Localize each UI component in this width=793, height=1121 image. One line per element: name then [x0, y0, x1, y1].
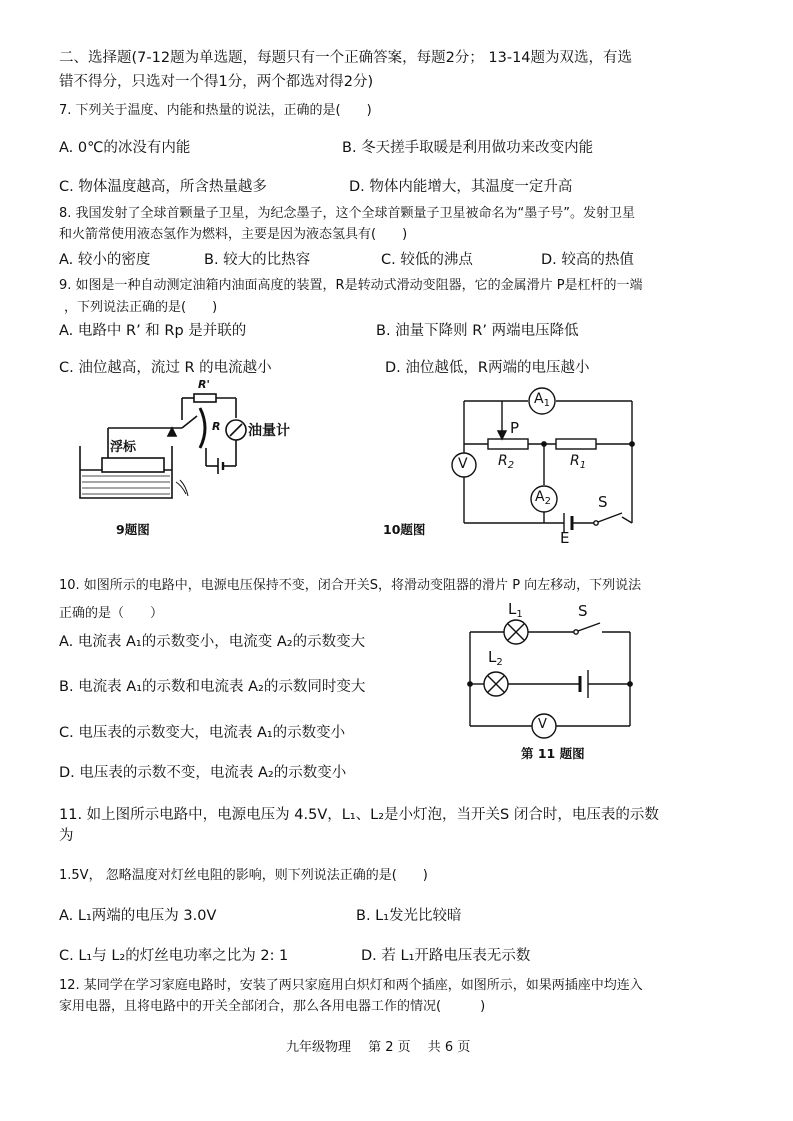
q11-option-d: D. 若 L₁开路电压表无示数 — [361, 948, 531, 964]
fig10-s-label: S — [598, 493, 608, 511]
q11-option-a: A. L₁两端的电压为 3.0V — [59, 908, 217, 924]
q7-stem: 7. 下列关于温度、内能和热量的说法，正确的是( ) — [59, 103, 372, 118]
fig9-r-label: R — [212, 420, 221, 433]
q7-option-a: A. 0℃的冰没有内能 — [59, 140, 191, 156]
q8-stem-line2: 和火箭常使用液态氢作为燃料，主要是因为液态氢具有( ) — [59, 227, 408, 242]
figure-10-caption: 10题图 — [383, 522, 426, 537]
fig11-l2-subscript: 2 — [496, 657, 503, 668]
fig10-v-label: V — [458, 456, 468, 472]
q10-option-b: B. 电流表 A₁的示数和电流表 A₂的示数同时变大 — [59, 679, 366, 695]
figure-11-caption: 第 11 题图 — [521, 746, 585, 761]
q10-option-d: D. 电压表的示数不变，电流表 A₂的示数变小 — [59, 765, 347, 781]
q11-stem-line3: 1.5V， 忽略温度对灯丝电阻的影响，则下列说法正确的是( ) — [59, 868, 428, 883]
fig10-r2-subscript: 2 — [507, 460, 515, 471]
q7-option-b: B. 冬天搓手取暖是利用做功来改变内能 — [342, 140, 594, 156]
figure-9-oil-gauge — [72, 378, 312, 508]
q8-option-d: D. 较高的热值 — [541, 252, 634, 268]
fig10-a2-letter: A — [535, 489, 545, 505]
fig10-r1-letter: R — [570, 453, 580, 469]
q10-option-a: A. 电流表 A₁的示数变小，电流变 A₂的示数变大 — [59, 634, 366, 650]
q9-stem-line1: 9. 如图是一种自动测定油箱内油面高度的装置，R是转动式滑动变阻器，它的金属滑片 P是杠杆的一端 — [59, 278, 643, 293]
q9-option-a: A. 电路中 R’ 和 Rp 是并联的 — [59, 323, 247, 339]
q11-option-c: C. L₁与 L₂的灯丝电功率之比为 2: 1 — [59, 948, 289, 964]
fig9-gauge-label: 油量计 — [248, 423, 290, 439]
q11-stem-line1: 11. 如上图所示电路中，电源电压为 4.5V，L₁、L₂是小灯泡，当开关S 闭合时，电压表的示数 — [59, 807, 659, 823]
q10-stem-line1: 10. 如图所示的电路中，电源电压保持不变，闭合开关S，将滑动变阻器的滑片 P 向左移动，下列说法 — [59, 578, 642, 593]
q8-option-b: B. 较大的比热容 — [204, 252, 311, 268]
fig10-a1-subscript: 1 — [543, 398, 550, 409]
q9-option-d: D. 油位越低，R两端的电压越小 — [385, 360, 590, 376]
fig10-a2-label — [535, 489, 551, 507]
q9-option-c: C. 油位越高，流过 R 的电流越小 — [59, 360, 272, 376]
fig10-r1-subscript: 1 — [579, 460, 587, 471]
fig10-e-label: E — [560, 529, 570, 547]
fig10-a1-label — [534, 391, 550, 409]
figure-11-circuit — [462, 600, 642, 740]
fig10-a1-letter: A — [534, 391, 544, 407]
fig11-l1-label — [508, 600, 523, 620]
q9-stem-line2: ，下列说法正确的是( ) — [64, 300, 218, 315]
q12-stem-line1: 12. 某同学在学习家庭电路时，安装了两只家庭用白炽灯和两个插座，如图所示，如果两插座中均连入 — [59, 978, 643, 993]
q10-stem-line2: 正确的是（ ） — [59, 606, 164, 621]
fig10-p-label: P — [510, 419, 520, 437]
q9-option-b: B. 油量下降则 R’ 两端电压降低 — [376, 323, 579, 339]
fig11-v-label: V — [538, 717, 547, 732]
q8-stem-line1: 8. 我国发射了全球首颗量子卫星，为纪念墨子，这个全球首颗量子卫星被命名为“墨子号”。发射卫星 — [59, 206, 636, 221]
fig11-s-label: S — [578, 602, 588, 620]
figure-9-caption: 9题图 — [116, 522, 150, 537]
fig9-r-prime-label: R' — [198, 378, 210, 391]
q12-stem-line2: 家用电器，且将电路中的开关全部闭合，那么各用电器工作的情况( ) — [59, 999, 486, 1014]
fig9-float-label: 浮标 — [110, 440, 137, 455]
fig11-l1-subscript: 1 — [516, 609, 523, 620]
fig10-r2-letter: R — [498, 453, 508, 469]
fig10-a2-subscript: 2 — [544, 496, 551, 507]
q11-option-b: B. L₁发光比较暗 — [356, 908, 462, 924]
fig11-l2-label — [488, 648, 503, 668]
fig10-r1-label — [570, 453, 586, 471]
page-footer: 九年级物理 第 2 页 共 6 页 — [286, 1040, 471, 1055]
figure-10-circuit — [446, 385, 656, 545]
fig11-l2-letter: L — [488, 648, 497, 666]
q10-option-c: C. 电压表的示数变大，电流表 A₁的示数变小 — [59, 725, 346, 741]
q7-option-c: C. 物体温度越高，所含热量越多 — [59, 179, 267, 195]
section-heading-line2: 错不得分，只选对一个得1分，两个都选对得2分) — [59, 74, 374, 90]
section-heading-line1: 二、选择题(7-12题为单选题，每题只有一个正确答案，每题2分； 13-14题为双选，有选 — [59, 50, 633, 66]
q8-option-c: C. 较低的沸点 — [381, 252, 473, 268]
q8-option-a: A. 较小的密度 — [59, 252, 151, 268]
fig10-r2-label — [498, 453, 514, 471]
q7-option-d: D. 物体内能增大，其温度一定升高 — [349, 179, 573, 195]
fig11-l1-letter: L — [508, 600, 517, 618]
q11-stem-line2: 为 — [59, 828, 74, 844]
